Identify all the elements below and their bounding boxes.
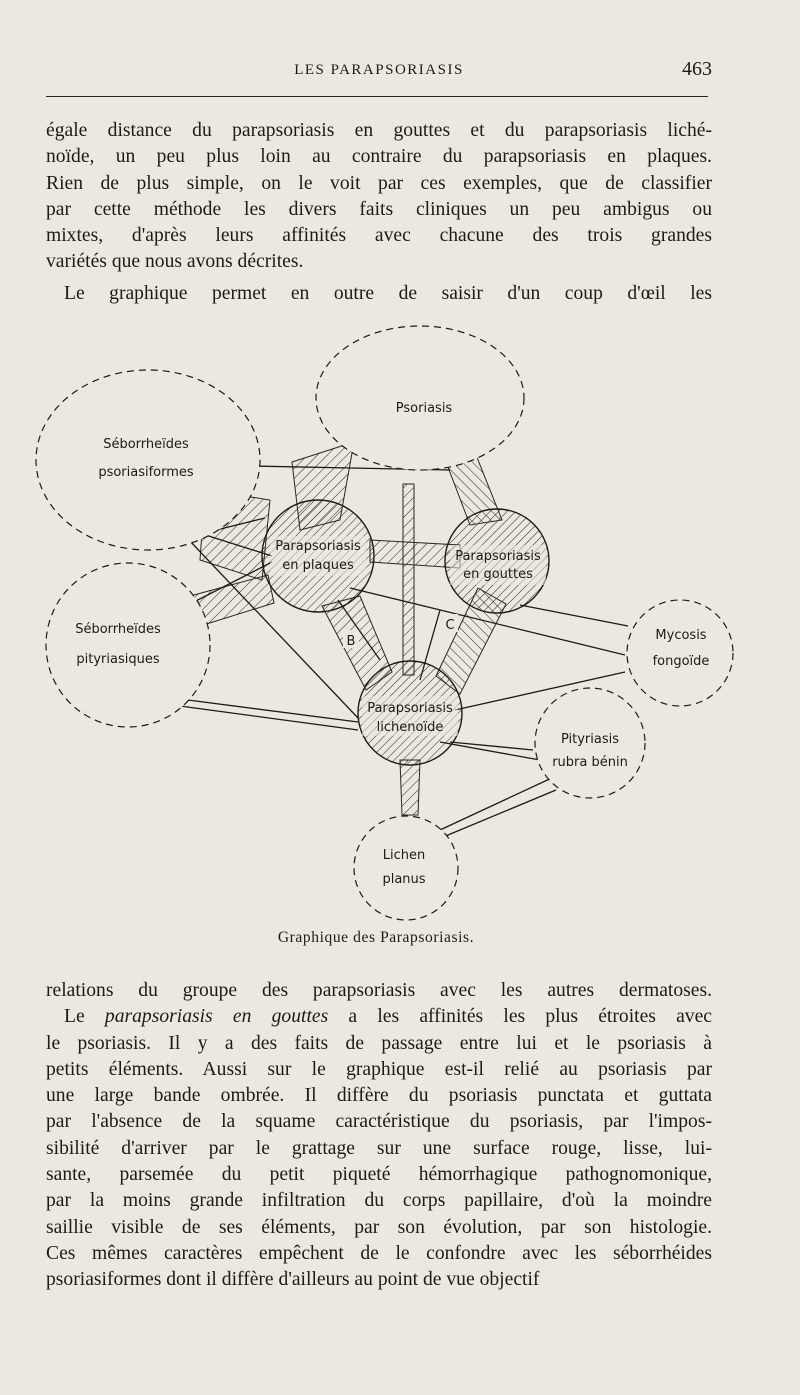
marker-c: C xyxy=(445,618,455,633)
text-line: sante, parsemée du petit piqueté hémorrhagique pathognomonique, xyxy=(46,1164,712,1186)
label-lichenoide-1: Parapsoriasis xyxy=(367,701,453,716)
text-segment: Le xyxy=(64,1006,105,1028)
node-seb-psoriasiformes-outline xyxy=(36,370,260,550)
text-line: égale distance du parapsoriasis en gouttes et du parapsoriasis liché- xyxy=(46,120,712,141)
label-seb-pityriasiques-2: pityriasiques xyxy=(76,652,160,667)
text-line: par la moins grande infiltration du corps papillaire, d'où la moindre xyxy=(46,1190,712,1212)
text-line: par l'absence de la squame caractéristique du psoriasis, par l'impos- xyxy=(46,1111,712,1133)
node-seb-pityriasiques-outline xyxy=(46,563,210,727)
node-mycosis-outline xyxy=(627,600,733,706)
label-mycosis-2: fongoïde xyxy=(652,654,710,669)
paragraph-3 xyxy=(46,978,712,1294)
text-line: saillie visible de ses éléments, par son évolution, par son histologie. xyxy=(46,1216,712,1238)
text-line: Rien de plus simple, on le voit par ces exemples, que de classifier xyxy=(46,172,712,194)
text-line: sibilité d'arriver par le grattage sur une surface rouge, lisse, lui- xyxy=(46,1137,712,1159)
page-number: 463 xyxy=(682,58,712,80)
text-line: le psoriasis. Il y a des faits de passage entre lui et le psoriasis à xyxy=(46,1032,712,1054)
label-mycosis-1: Mycosis xyxy=(655,628,707,643)
paragraph-2 xyxy=(46,281,712,307)
band-psoriasis-lichenoide xyxy=(403,484,414,675)
page-header xyxy=(46,58,712,84)
label-seb-psoriasiformes-2: psoriasiformes xyxy=(98,465,194,480)
label-lichen-planus-2: planus xyxy=(382,872,426,887)
header-rule xyxy=(46,96,708,97)
paragraph-1 xyxy=(46,118,712,276)
band-lichenoide-lichen xyxy=(400,760,420,815)
label-pityriasis-rubra-2: rubra bénin xyxy=(552,755,628,770)
label-seb-psoriasiformes-1: Séborrheïdes xyxy=(103,437,189,452)
text-line: mixtes, d'après leurs affinités avec chacune des trois grandes xyxy=(46,225,712,247)
text-line-mixed xyxy=(46,1004,712,1030)
marker-b: B xyxy=(346,634,356,649)
label-plaques-1: Parapsoriasis xyxy=(275,539,361,554)
running-title: LES PARAPSORIASIS xyxy=(294,62,464,78)
label-seb-pityriasiques-1: Séborrheïdes xyxy=(75,622,161,637)
text-line: relations du groupe des parapsoriasis avec les autres dermatoses. xyxy=(46,980,712,1001)
text-line: psoriasiformes dont il diffère d'ailleurs au point de vue objectif xyxy=(46,1269,540,1291)
label-psoriasis: Psoriasis xyxy=(395,401,453,416)
text-line: une large bande ombrée. Il diffère du psoriasis punctata et guttata xyxy=(46,1085,712,1107)
label-gouttes-2: en gouttes xyxy=(463,567,533,582)
label-pityriasis-rubra-1: Pityriasis xyxy=(560,732,620,747)
parapsoriasis-diagram xyxy=(0,320,800,970)
text-segment: a les affinités les plus étroites avec xyxy=(328,1006,712,1028)
label-lichenoide-2: lichenoïde xyxy=(376,720,444,735)
text-line: Ces mêmes caractères empêchent de le confondre avec les séborrhéides xyxy=(46,1242,712,1264)
text-line: petits éléments. Aussi sur le graphique est-il relié au psoriasis par xyxy=(46,1058,712,1080)
label-gouttes-1: Parapsoriasis xyxy=(455,549,541,564)
figure-caption: Graphique des Parapsoriasis. xyxy=(277,929,475,946)
text-line: variétés que nous avons décrites. xyxy=(46,251,304,273)
label-plaques-2: en plaques xyxy=(282,558,354,573)
label-lichen-planus-1: Lichen xyxy=(382,848,426,863)
text-line: Le graphique permet en outre de saisir d'un coup d'œil les xyxy=(64,283,712,304)
text-line: par cette méthode les divers faits cliniques un peu ambigus ou xyxy=(46,198,712,220)
node-lichen-planus-outline xyxy=(354,816,458,920)
text-line: noïde, un peu plus loin au contraire du parapsoriasis en plaques. xyxy=(46,146,712,168)
italic-term: parapsoriasis en gouttes xyxy=(104,1006,329,1028)
